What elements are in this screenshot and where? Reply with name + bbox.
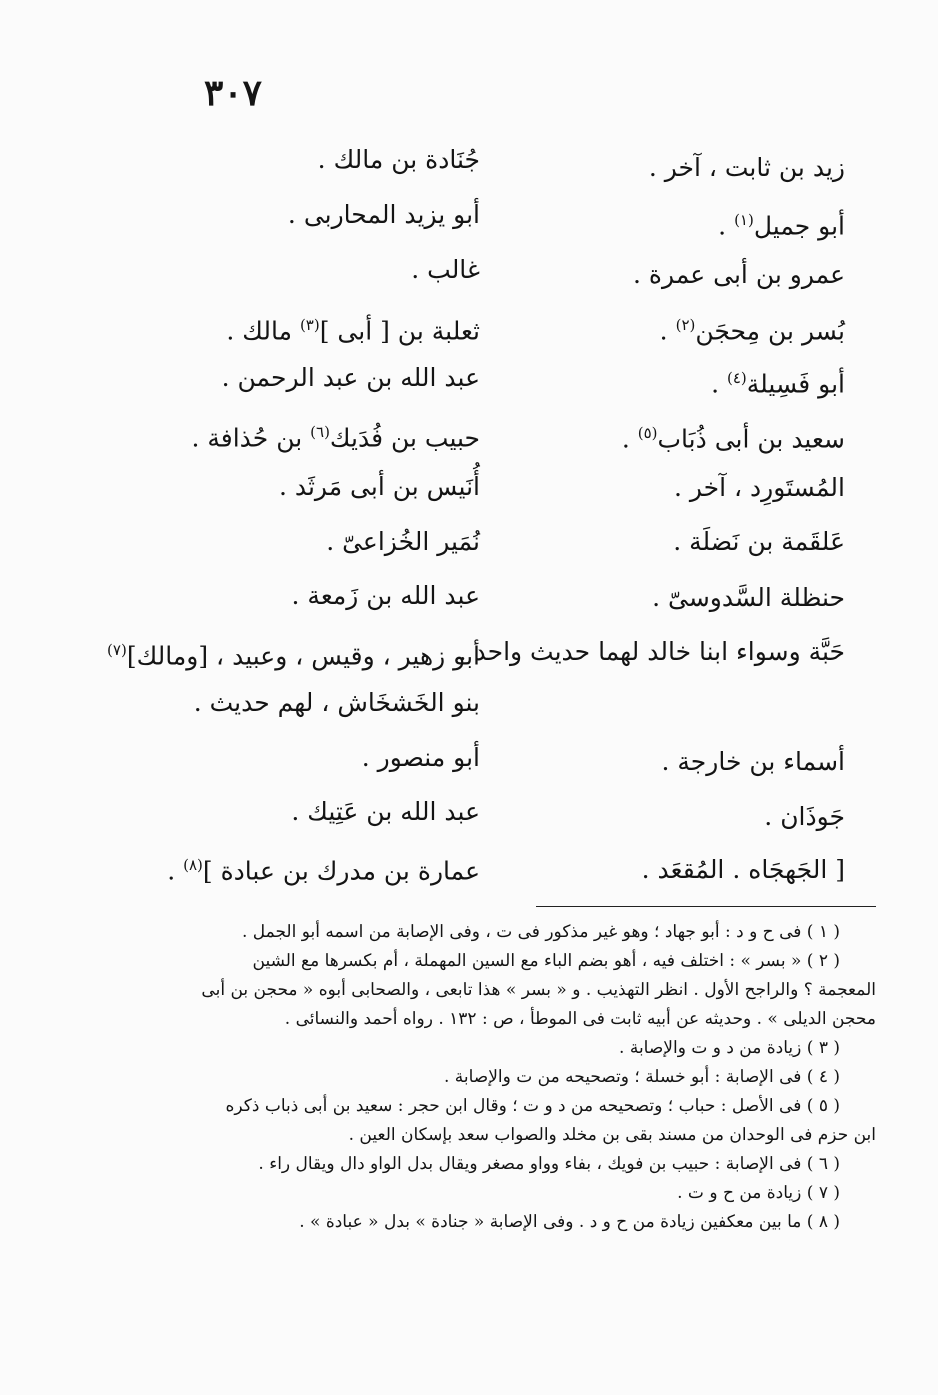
footnote-line: ابن حزم فى الوحدان من مسند بقى بن مخلد والصواب سعد بإسكان العين .	[348, 1125, 876, 1145]
footnote-line: ( ٨ ) ما بين معكفين زيادة من ح و د . وفى الإصابة « جنادة » بدل « عبادة » .	[299, 1212, 840, 1232]
footnote-line: ( ٣ ) زيادة من د و ت والإصابة .	[619, 1038, 840, 1058]
left-column-entry	[226, 305, 480, 351]
entry-text-continued: بن حُذافة .	[191, 423, 311, 453]
left-column-entry	[167, 845, 480, 891]
entry-text-continued: .	[659, 316, 676, 346]
entry-text: حنظلة السَّدوسىّ .	[652, 583, 845, 612]
entry-text: أبو جميل	[753, 211, 845, 241]
entry-text: عمارة بن مدرك بن عبادة ]	[202, 856, 480, 886]
entry-text: غالب .	[411, 255, 480, 284]
left-column-entry	[411, 250, 480, 290]
entry-text: أبو منصور .	[361, 743, 480, 772]
right-column-entry	[711, 358, 845, 404]
footnote-line: ( ٧ ) زيادة من ح و ت .	[677, 1183, 840, 1203]
left-column-entry	[107, 630, 480, 676]
right-column-entry	[642, 850, 845, 890]
entry-text-continued: مالك .	[226, 316, 300, 346]
entry-text: حَبَّة وسواء ابنا خالد لهما حديث واحد .	[458, 637, 845, 666]
right-column-entry	[662, 742, 846, 782]
footnote-line: ( ٦ ) فى الإصابة : حبيب بن فويك ، بفاء وواو مصغر ويقال بدل الواو دال ويقال راء .	[258, 1154, 840, 1174]
left-column-entry	[279, 467, 480, 507]
entry-text: زيد بن ثابت ، آخر .	[648, 153, 845, 182]
left-column-entry	[318, 140, 480, 180]
footnote-marker: (٣)	[299, 316, 320, 334]
entry-text-continued: .	[621, 424, 638, 454]
entry-text: أبو زهير ، وقيس ، وعبيد ، [ومالك]	[126, 641, 480, 671]
page-number: ٣٠٧	[203, 72, 262, 114]
entry-text: أبو فَسِيلة	[746, 369, 845, 399]
entry-text: عمرو بن أبى عمرة .	[633, 260, 845, 289]
footnote-line: ( ٢ ) « بسر » : اختلف فيه ، أهو بضم الباء مع السين المهملة ، أم بكسرها مع الشين	[252, 951, 840, 971]
entry-text: المُستَورِد ، آخر .	[673, 473, 845, 502]
entry-text: أسماء بن خارجة .	[661, 747, 845, 776]
right-column-entry	[459, 632, 845, 672]
left-column-entry	[291, 792, 480, 832]
entry-text: عبد الله بن عَتِيك .	[291, 797, 480, 826]
entry-text: أبو يزيد المحاربى .	[287, 200, 480, 229]
left-column-entry	[362, 738, 480, 778]
right-column-entry	[649, 148, 845, 188]
footnote-line: المعجمة ؟ والراجح الأول . انظر التهذيب . و « بسر » هذا تابعى ، والصحابى أبوه « محجن بن أبى	[201, 980, 876, 1000]
right-column-entry	[718, 200, 845, 246]
footnotes	[162, 918, 876, 1237]
footnote-marker: (٥)	[637, 424, 658, 442]
right-column-entry	[673, 522, 845, 562]
right-column-entry	[622, 413, 845, 459]
entry-text: بُسر بن مِحجَن	[695, 316, 845, 346]
footnote-line: ( ٤ ) فى الإصابة : أبو خسلة ؛ وتصحيحه من ت والإصابة .	[443, 1067, 840, 1087]
entry-text: [ الجَهجَاه . المُقعَد .	[641, 855, 845, 884]
footnote-line: محجن الديلى » . وحديثه عن أبيه ثابت فى الموطأ ، ص : ١٣٢ . رواه أحمد والنسائى .	[284, 1009, 876, 1029]
entry-text: أُنَيس بن أبى مَرثَد .	[278, 472, 480, 501]
left-column-entry	[292, 576, 480, 616]
footnote-marker: (١)	[734, 211, 754, 229]
entry-text: ثعلبة بن [ أبى ]	[319, 316, 480, 346]
entry-text: عبد الله بن زَمعة .	[291, 581, 480, 610]
footnote-divider	[536, 906, 876, 907]
right-column-entry	[633, 255, 845, 295]
entry-text: نُمَير الخُزاعىّ .	[326, 527, 480, 556]
entry-text: عبد الله بن عبد الرحمن .	[221, 363, 480, 392]
entry-text-continued: .	[711, 369, 727, 399]
footnote-line: ( ٥ ) فى الأصل : حباب ؛ وتصحيحه من د و ت ؛ وقال ابن حجر : سعيد بن أبى ذباب ذكره	[225, 1096, 840, 1116]
left-column-entry	[191, 412, 480, 458]
footnote-marker: (٧)	[107, 641, 127, 659]
footnote-marker: (٤)	[726, 369, 747, 387]
footnote-marker: (٨)	[183, 856, 203, 874]
entry-text-continued: .	[718, 211, 735, 241]
right-column-entry	[674, 468, 845, 508]
entry-text: بنو الخَشخَاش ، لهم حديث .	[193, 688, 480, 717]
left-column-entry	[326, 522, 480, 562]
entry-text-continued: .	[167, 856, 184, 886]
entry-text: جَوذَان .	[764, 802, 845, 831]
right-column-entry	[764, 797, 845, 837]
footnote-marker: (٦)	[310, 423, 330, 441]
entry-text: جُنَادة بن مالك .	[317, 145, 480, 174]
entry-text: حبيب بن فُدَيك	[329, 423, 480, 453]
footnote-line: ( ١ ) فى ح و د : أبو جهاد ؛ وهو غير مذكور فى ت ، وفى الإصابة من اسمه أبو الجمل .	[241, 922, 840, 942]
left-column-entry	[288, 195, 480, 235]
right-column-entry	[660, 305, 845, 351]
left-column-entry	[222, 358, 480, 398]
footnote-marker: (٢)	[675, 316, 696, 334]
right-column-entry	[652, 578, 845, 618]
left-column-entry	[194, 683, 480, 723]
entry-text: عَلقَمة بن نَضلَة .	[673, 527, 845, 556]
entry-text: سعيد بن أبى ذُبَاب	[657, 424, 845, 454]
